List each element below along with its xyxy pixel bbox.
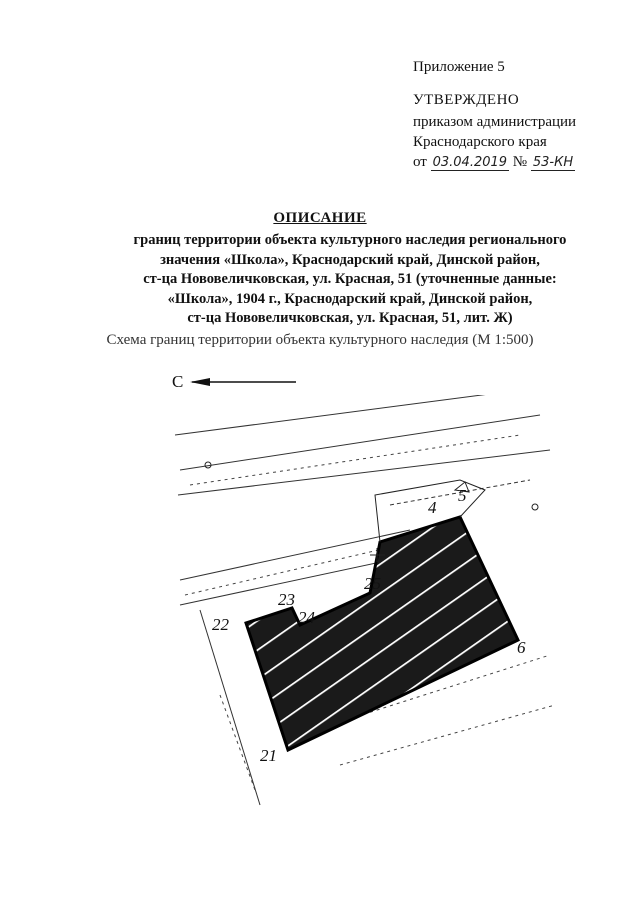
approved-label: УТВЕРЖДЕНО	[413, 92, 520, 108]
point-label-25: 25	[364, 574, 381, 593]
north-label: С	[172, 372, 184, 391]
document-subtitle	[90, 231, 610, 329]
point-label-5: 5	[458, 486, 467, 505]
order-date-line	[413, 152, 576, 173]
territory-boundary	[246, 517, 518, 750]
appendix-label: Приложение 5	[413, 59, 505, 75]
north-arrow-icon	[188, 372, 298, 392]
subtitle-line: ст-ца Нововеличковская, ул. Красная, 51, лит. Ж)	[187, 310, 513, 326]
point-label-23: 23	[278, 590, 295, 609]
order-line-1: приказом администрации	[413, 114, 577, 130]
point-label-21: 21	[260, 746, 277, 765]
approval-order	[413, 112, 576, 173]
order-number: 53-КН	[532, 155, 574, 170]
point-label-6: 6	[517, 638, 526, 657]
subtitle-line: ст-ца Нововеличковская, ул. Красная, 51 (уточненные данные:	[143, 271, 557, 287]
point-label-24: 24	[298, 608, 315, 627]
point-label-22: 22	[212, 615, 229, 634]
date-prefix: от	[413, 154, 427, 170]
number-prefix: №	[512, 154, 528, 170]
scheme-caption: Схема границ территории объекта культурного наследия (М 1:500)	[106, 332, 534, 348]
subtitle-line: значения «Школа», Краснодарский край, Динской район,	[160, 251, 540, 268]
document-title: ОПИСАНИЕ	[273, 210, 367, 226]
survey-marks	[205, 462, 538, 562]
subtitle-line: границ территории объекта культурного наследия регионального	[133, 232, 567, 248]
site-plan	[160, 395, 560, 815]
subtitle-line: «Школа», 1904 г., Краснодарский край, Динской район,	[167, 290, 533, 307]
order-date: 03.04.2019	[432, 155, 508, 170]
order-line-2: Краснодарского края	[413, 134, 547, 150]
point-label-4: 4	[428, 498, 437, 517]
